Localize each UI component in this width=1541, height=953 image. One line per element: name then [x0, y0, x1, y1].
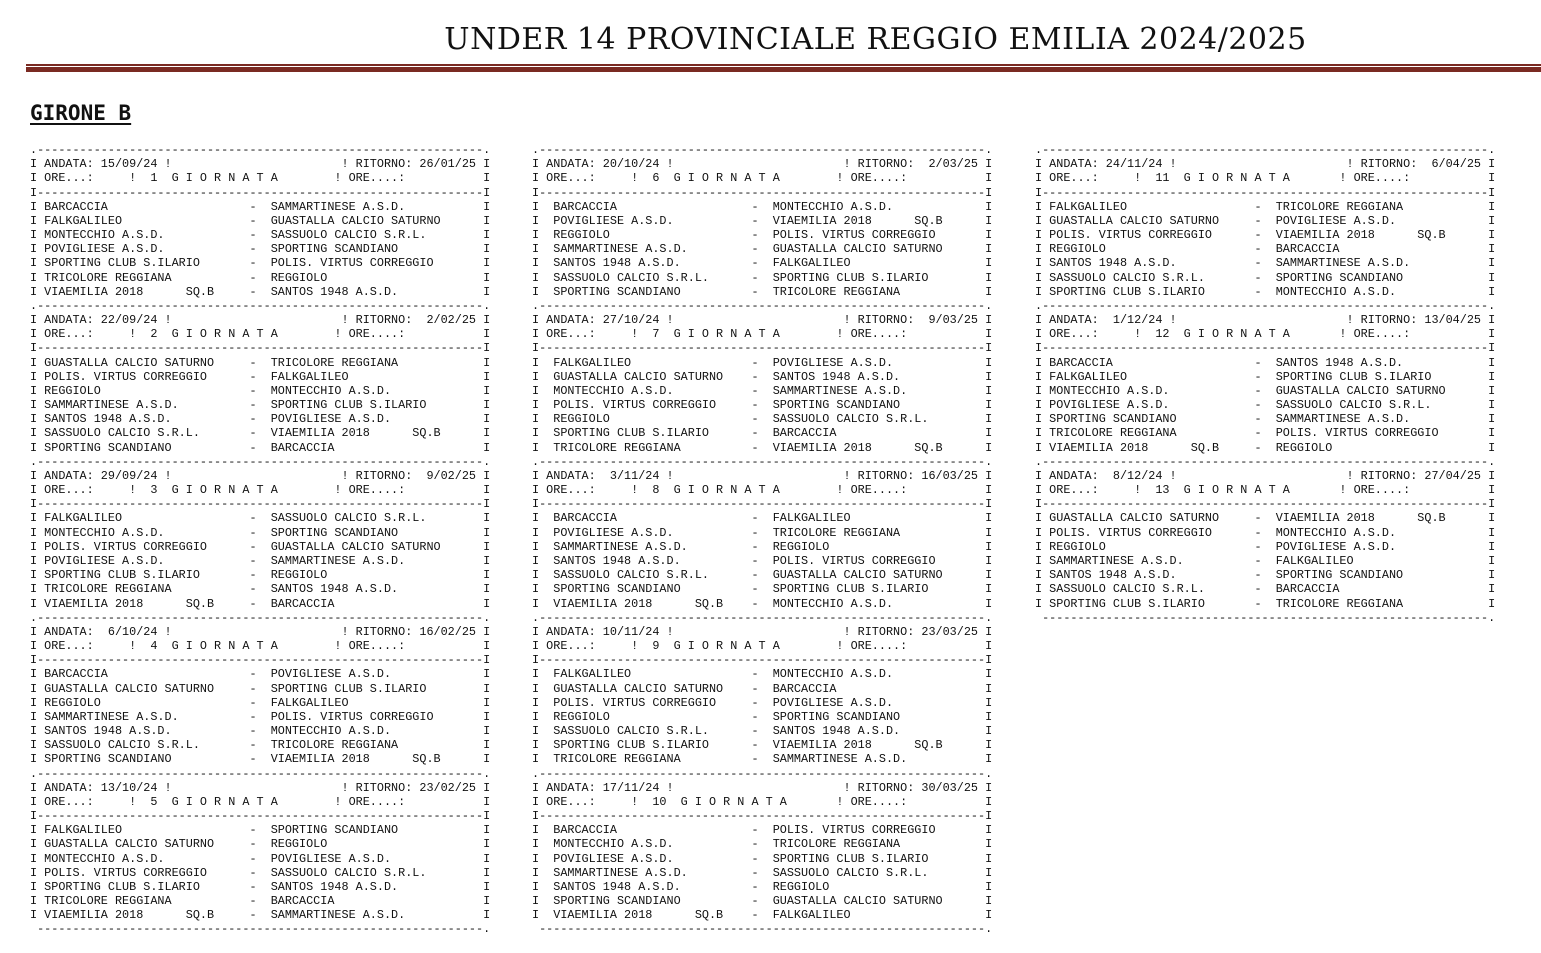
title-rule-thick	[26, 67, 1541, 72]
round-block: .---------------------------------------------------------------. I ANDATA: 10/11/24 ! ! RITORNO: 23/03/25 I I ORE...: ! 9 G I O R N A T A ! ORE....: I I---------------------------------------------------------------I I FALKGALILEO - MONTECCHIO A.S.D. I I GUASTALLA CALCIO SATURNO - BARCACCIA I I POLIS. VIRTUS CORREGGIO - POVIGLIESE A.S.D. I I REGGIOLO - SPORTING SCANDIANO I I SASSUOLO CALCIO S.R.L. - SANTOS 1948 A.S.D. I I SPORTING CLUB S.ILARIO - VIAEMILIA 2018 SQ.B I I TRICOLORE REGGIANA - SAMMARTINESE A.S.D. I	[532, 610, 993, 767]
schedule-column-1	[30, 143, 515, 937]
page-title: UNDER 14 PROVINCIALE REGGIO EMILIA 2024/2025	[444, 22, 1307, 57]
round-block: .---------------------------------------------------------------. I ANDATA: 27/10/24 ! ! RITORNO: 9/03/25 I I ORE...: ! 7 G I O R N A T A ! ORE....: I I---------------------------------------------------------------I I FALKGALILEO - POVIGLIESE A.S.D. I I GUASTALLA CALCIO SATURNO - SANTOS 1948 A.S.D. I I MONTECCHIO A.S.D. - SAMMARTINESE A.S.D. I I POLIS. VIRTUS CORREGGIO - SPORTING SCANDIANO I I REGGIOLO - SASSUOLO CALCIO S.R.L. I I SPORTING CLUB S.ILARIO - BARCACCIA I I TRICOLORE REGGIANA - VIAEMILIA 2018 SQ.B I	[532, 298, 993, 455]
round-block: .---------------------------------------------------------------. I ANDATA: 15/09/24 ! ! RITORNO: 26/01/25 I I ORE...: ! 1 G I O R N A T A ! ORE....: I I---------------------------------------------------------------I I BARCACCIA - SAMMARTINESE A.S.D. I I FALKGALILEO - GUASTALLA CALCIO SATURNO I I MONTECCHIO A.S.D. - SASSUOLO CALCIO S.R.L. I I POVIGLIESE A.S.D. - SPORTING SCANDIANO I I SPORTING CLUB S.ILARIO - POLIS. VIRTUS CORREGGIO I I TRICOLORE REGGIANA - REGGIOLO I I VIAEMILIA 2018 SQ.B - SANTOS 1948 A.S.D. I	[30, 143, 491, 299]
round-block: .---------------------------------------------------------------. I ANDATA: 3/11/24 ! ! RITORNO: 16/03/25 I I ORE...: ! 8 G I O R N A T A ! ORE....: I I---------------------------------------------------------------I I BARCACCIA - FALKGALILEO I I POVIGLIESE A.S.D. - TRICOLORE REGGIANA I I SAMMARTINESE A.S.D. - REGGIOLO I I SANTOS 1948 A.S.D. - POLIS. VIRTUS CORREGGIO I I SASSUOLO CALCIO S.R.L. - GUASTALLA CALCIO SATURNO I I SPORTING SCANDIANO - SPORTING CLUB S.ILARIO I I VIAEMILIA 2018 SQ.B - MONTECCHIO A.S.D. I	[532, 454, 993, 611]
schedule-column-2	[532, 143, 1017, 937]
round-block: .---------------------------------------------------------------. I ANDATA: 29/09/24 ! ! RITORNO: 9/02/25 I I ORE...: ! 3 G I O R N A T A ! ORE....: I I---------------------------------------------------------------I I FALKGALILEO - SASSUOLO CALCIO S.R.L. I I MONTECCHIO A.S.D. - SPORTING SCANDIANO I I POLIS. VIRTUS CORREGGIO - GUASTALLA CALCIO SATURNO I I POVIGLIESE A.S.D. - SAMMARTINESE A.S.D. I I SPORTING CLUB S.ILARIO - REGGIOLO I I TRICOLORE REGGIANA - SANTOS 1948 A.S.D. I I VIAEMILIA 2018 SQ.B - BARCACCIA I	[30, 454, 491, 611]
round-block: .---------------------------------------------------------------. I ANDATA: 17/11/24 ! ! RITORNO: 30/03/25 I I ORE...: ! 10 G I O R N A T A ! ORE....: I I---------------------------------------------------------------I I BARCACCIA - POLIS. VIRTUS CORREGGIO I I MONTECCHIO A.S.D. - TRICOLORE REGGIANA I I POVIGLIESE A.S.D. - SPORTING CLUB S.ILARIO I I SAMMARTINESE A.S.D. - SASSUOLO CALCIO S.R.L. I I SANTOS 1948 A.S.D. - REGGIOLO I I SPORTING SCANDIANO - GUASTALLA CALCIO SATURNO I I VIAEMILIA 2018 SQ.B - FALKGALILEO I ---------------------------------------------------------------.	[532, 766, 993, 937]
round-block: .---------------------------------------------------------------. I ANDATA: 8/12/24 ! ! RITORNO: 27/04/25 I I ORE...: ! 13 G I O R N A T A ! ORE....: I I---------------------------------------------------------------I I GUASTALLA CALCIO SATURNO - VIAEMILIA 2018 SQ.B I I POLIS. VIRTUS CORREGGIO - MONTECCHIO A.S.D. I I REGGIOLO - POVIGLIESE A.S.D. I I SAMMARTINESE A.S.D. - FALKGALILEO I I SANTOS 1948 A.S.D. - SPORTING SCANDIANO I I SASSUOLO CALCIO S.R.L. - BARCACCIA I I SPORTING CLUB S.ILARIO - TRICOLORE REGGIANA I ---------------------------------------------------------------.	[1035, 454, 1496, 625]
round-block: .---------------------------------------------------------------. I ANDATA: 22/09/24 ! ! RITORNO: 2/02/25 I I ORE...: ! 2 G I O R N A T A ! ORE....: I I---------------------------------------------------------------I I GUASTALLA CALCIO SATURNO - TRICOLORE REGGIANA I I POLIS. VIRTUS CORREGGIO - FALKGALILEO I I REGGIOLO - MONTECCHIO A.S.D. I I SAMMARTINESE A.S.D. - SPORTING CLUB S.ILARIO I I SANTOS 1948 A.S.D. - POVIGLIESE A.S.D. I I SASSUOLO CALCIO S.R.L. - VIAEMILIA 2018 SQ.B I I SPORTING SCANDIANO - BARCACCIA I	[30, 298, 491, 455]
round-block: .---------------------------------------------------------------. I ANDATA: 13/10/24 ! ! RITORNO: 23/02/25 I I ORE...: ! 5 G I O R N A T A ! ORE....: I I---------------------------------------------------------------I I FALKGALILEO - SPORTING SCANDIANO I I GUASTALLA CALCIO SATURNO - REGGIOLO I I MONTECCHIO A.S.D. - POVIGLIESE A.S.D. I I POLIS. VIRTUS CORREGGIO - SASSUOLO CALCIO S.R.L. I I SPORTING CLUB S.ILARIO - SANTOS 1948 A.S.D. I I TRICOLORE REGGIANA - BARCACCIA I I VIAEMILIA 2018 SQ.B - SAMMARTINESE A.S.D. I ---------------------------------------------------------------.	[30, 766, 491, 937]
round-block: .---------------------------------------------------------------. I ANDATA: 1/12/24 ! ! RITORNO: 13/04/25 I I ORE...: ! 12 G I O R N A T A ! ORE....: I I---------------------------------------------------------------I I BARCACCIA - SANTOS 1948 A.S.D. I I FALKGALILEO - SPORTING CLUB S.ILARIO I I MONTECCHIO A.S.D. - GUASTALLA CALCIO SATURNO I I POVIGLIESE A.S.D. - SASSUOLO CALCIO S.R.L. I I SPORTING SCANDIANO - SAMMARTINESE A.S.D. I I TRICOLORE REGGIANA - POLIS. VIRTUS CORREGGIO I I VIAEMILIA 2018 SQ.B - REGGIOLO I	[1035, 298, 1496, 455]
title-rule-thin	[26, 64, 1541, 66]
round-block: .---------------------------------------------------------------. I ANDATA: 6/10/24 ! ! RITORNO: 16/02/25 I I ORE...: ! 4 G I O R N A T A ! ORE....: I I---------------------------------------------------------------I I BARCACCIA - POVIGLIESE A.S.D. I I GUASTALLA CALCIO SATURNO - SPORTING CLUB S.ILARIO I I REGGIOLO - FALKGALILEO I I SAMMARTINESE A.S.D. - POLIS. VIRTUS CORREGGIO I I SANTOS 1948 A.S.D. - MONTECCHIO A.S.D. I I SASSUOLO CALCIO S.R.L. - TRICOLORE REGGIANA I I SPORTING SCANDIANO - VIAEMILIA 2018 SQ.B I	[30, 610, 491, 767]
schedule-column-3	[1035, 143, 1520, 625]
round-block: .---------------------------------------------------------------. I ANDATA: 20/10/24 ! ! RITORNO: 2/03/25 I I ORE...: ! 6 G I O R N A T A ! ORE....: I I---------------------------------------------------------------I I BARCACCIA - MONTECCHIO A.S.D. I I POVIGLIESE A.S.D. - VIAEMILIA 2018 SQ.B I I REGGIOLO - POLIS. VIRTUS CORREGGIO I I SAMMARTINESE A.S.D. - GUASTALLA CALCIO SATURNO I I SANTOS 1948 A.S.D. - FALKGALILEO I I SASSUOLO CALCIO S.R.L. - SPORTING CLUB S.ILARIO I I SPORTING SCANDIANO - TRICOLORE REGGIANA I	[532, 143, 993, 299]
group-heading: GIRONE B	[30, 101, 132, 125]
round-block: .---------------------------------------------------------------. I ANDATA: 24/11/24 ! ! RITORNO: 6/04/25 I I ORE...: ! 11 G I O R N A T A ! ORE....: I I---------------------------------------------------------------I I FALKGALILEO - TRICOLORE REGGIANA I I GUASTALLA CALCIO SATURNO - POVIGLIESE A.S.D. I I POLIS. VIRTUS CORREGGIO - VIAEMILIA 2018 SQ.B I I REGGIOLO - BARCACCIA I I SANTOS 1948 A.S.D. - SAMMARTINESE A.S.D. I I SASSUOLO CALCIO S.R.L. - SPORTING SCANDIANO I I SPORTING CLUB S.ILARIO - MONTECCHIO A.S.D. I	[1035, 143, 1496, 299]
